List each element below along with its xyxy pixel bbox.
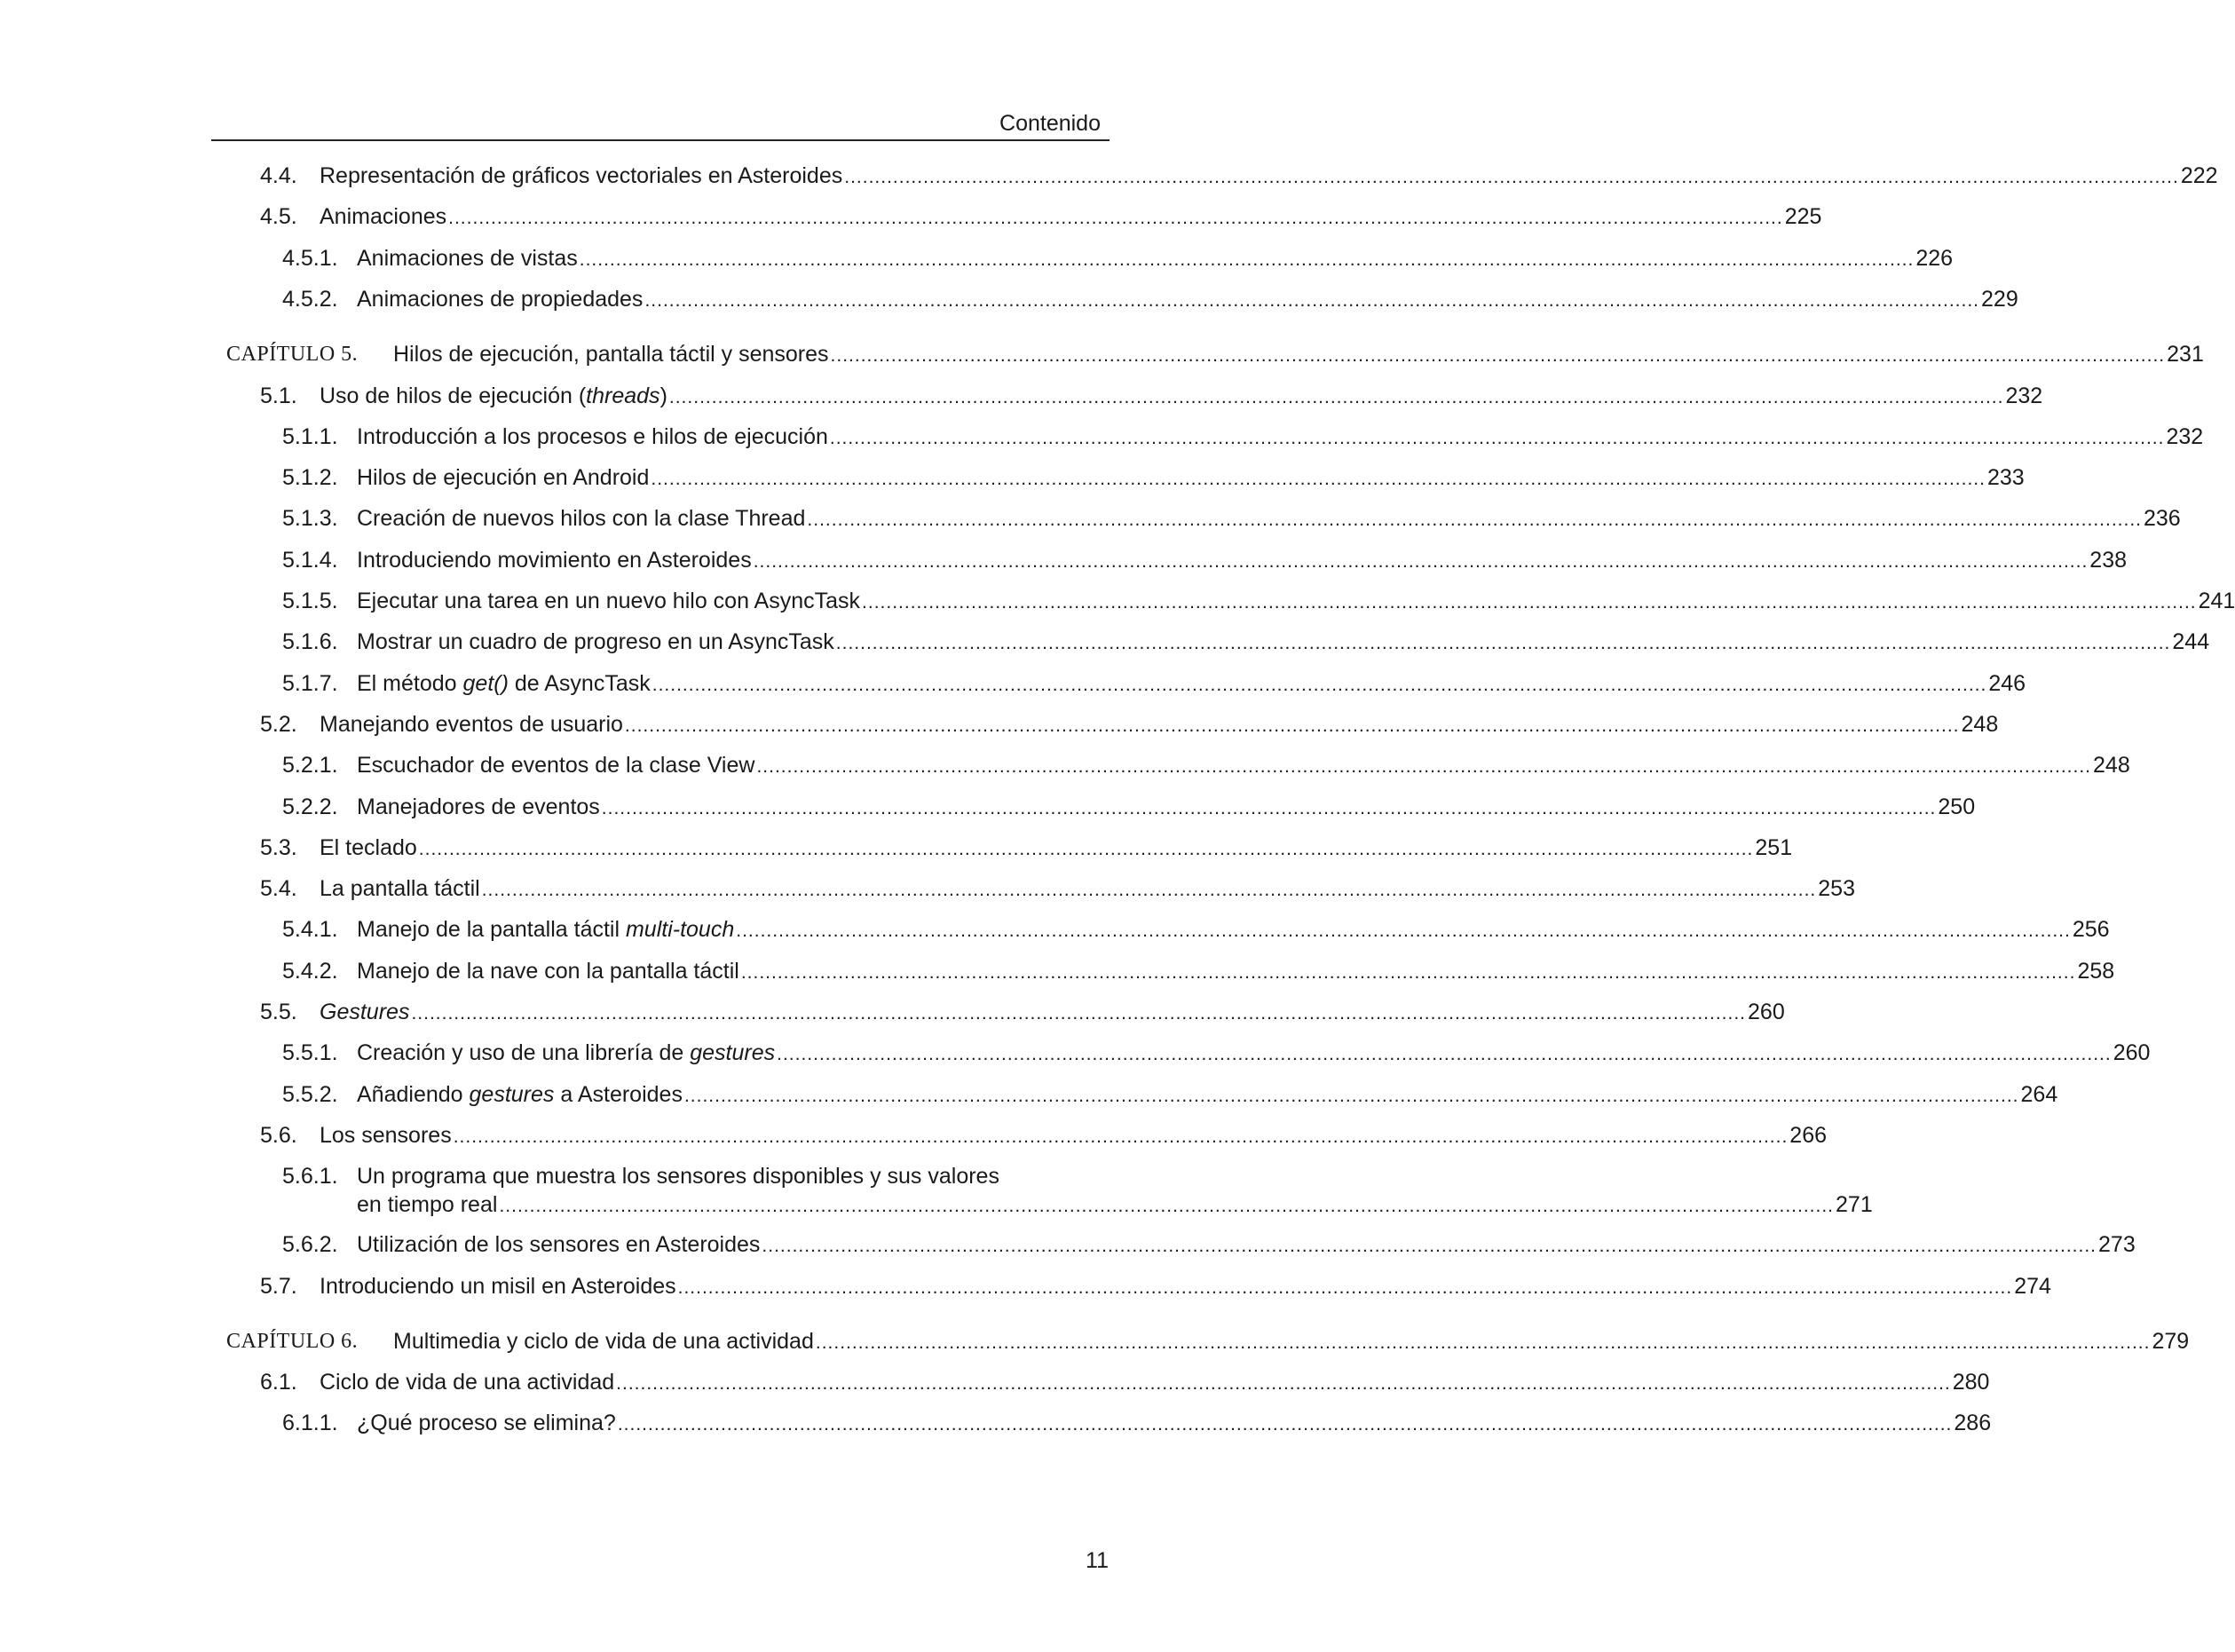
- toc-entry-page: 248: [1961, 711, 1999, 737]
- toc-entry-title-row: [320, 832, 1793, 866]
- toc-entry-leader-dots: ............................................................................................................................................................................................................................: [736, 921, 2071, 942]
- toc-entry-page: 273: [2098, 1232, 2136, 1258]
- toc-entry-title-emphasis: multi-touch: [625, 917, 735, 943]
- toc-entry-number: 4.5.: [260, 204, 297, 230]
- toc-entry-title-row: [357, 626, 2210, 660]
- toc-entry-title-row: [357, 668, 2026, 701]
- toc-entry-leader-dots: ............................................................................................................................................................................................................................: [835, 633, 2171, 654]
- toc-entry-leader-dots: ............................................................................................................................................................................................................................: [829, 427, 2165, 448]
- toc-entry-page: 238: [2089, 547, 2128, 573]
- toc-entry-title: Manejando eventos de usuario: [320, 711, 623, 737]
- toc-entry-title: Ciclo de vida de una actividad: [320, 1370, 615, 1395]
- toc-entry[interactable]: [0, 380, 2043, 412]
- toc-entry-number: 5.2.1.: [282, 753, 338, 779]
- toc-entry-title-row: [320, 1366, 1990, 1400]
- toc-entry[interactable]: [0, 1407, 1992, 1439]
- toc-entry-title: Manejadores de eventos: [357, 794, 600, 819]
- toc-entry-number: 6.1.: [260, 1370, 297, 1395]
- toc-entry-page: 280: [1952, 1370, 1990, 1395]
- toc-entry[interactable]: [0, 996, 1785, 1028]
- toc-entry-leader-dots: ............................................................................................................................................................................................................................: [762, 1236, 2097, 1257]
- toc-entry-leader-dots: ............................................................................................................................................................................................................................: [683, 1085, 2019, 1106]
- toc-entry[interactable]: [0, 1229, 2136, 1261]
- toc-entry-page: 241: [2198, 589, 2235, 613]
- toc-entry-title: Animaciones de vistas: [357, 245, 578, 271]
- toc-entry-page: 253: [1818, 876, 1855, 902]
- toc-entry-number: 5.5.: [260, 1000, 297, 1024]
- toc-entry-number: 5.1.7.: [282, 670, 338, 696]
- toc-entry-title: El teclado: [320, 834, 417, 860]
- toc-entry-title-row: [357, 544, 2128, 578]
- toc-entry-title-part: Creación y uso de una librería de: [357, 1040, 691, 1066]
- toc-entry-title-row: [320, 873, 1855, 906]
- toc-entry[interactable]: [0, 873, 1855, 905]
- toc-entry-number: 4.5.2.: [282, 286, 338, 312]
- toc-entry-leader-dots: ............................................................................................................................................................................................................................: [644, 289, 1980, 311]
- toc-entry-leader-dots: ............................................................................................................................................................................................................................: [652, 674, 1987, 695]
- toc-entry-title-emphasis: gestures: [690, 1040, 776, 1066]
- toc-entry-title-row: [357, 1189, 1873, 1222]
- toc-entry-title-line1: Un programa que muestra los sensores disponibles y sus valores: [357, 1164, 999, 1190]
- toc-entry[interactable]: [0, 1270, 2051, 1302]
- toc-entry[interactable]: [0, 1366, 1990, 1398]
- toc-entry-page: 258: [2077, 958, 2115, 984]
- toc-chapter-entry[interactable]: [0, 1325, 2190, 1357]
- toc-entry-title: [357, 913, 734, 945]
- toc-entry-page: 231: [2167, 342, 2204, 368]
- toc-entry-title-emphasis: Gestures: [320, 1000, 410, 1024]
- toc-entry-leader-dots: ............................................................................................................................................................................................................................: [756, 756, 2092, 778]
- toc-entry-leader-dots: ............................................................................................................................................................................................................................: [624, 715, 1960, 736]
- toc-entry[interactable]: [0, 791, 1976, 823]
- toc-entry-page: 229: [1981, 286, 2018, 312]
- toc-entry-title: Escuchador de eventos de la clase View: [357, 753, 755, 779]
- toc-entry-title-row: [357, 1407, 1992, 1441]
- toc-entry-title-row: [393, 338, 2204, 372]
- toc-entry-title-row: [357, 462, 2025, 495]
- toc-entry-title-row: [357, 955, 2115, 989]
- toc-entry-page: 226: [1915, 245, 1954, 271]
- toc-entry-number: 5.1.1.: [282, 423, 338, 449]
- toc-entry[interactable]: [0, 201, 1822, 233]
- toc-entry-title: Multimedia y ciclo de vida de una actividad: [393, 1328, 814, 1354]
- toc-entry-page: 225: [1784, 204, 1822, 230]
- toc-entry[interactable]: [0, 668, 2026, 700]
- toc-entry-title: [357, 668, 651, 700]
- toc-entry-title-row: [320, 201, 1822, 234]
- toc-entry[interactable]: [0, 242, 1954, 274]
- toc-entry-page: 232: [2166, 423, 2204, 449]
- toc-entry-title-emphasis: threads: [586, 383, 660, 408]
- toc-entry-page: 260: [1748, 1000, 1785, 1024]
- toc-entry-page: 271: [1836, 1192, 1873, 1218]
- toc-entry-number: CAPÍTULO 6.: [226, 1329, 359, 1353]
- toc-entry-leader-dots: ............................................................................................................................................................................................................................: [777, 1044, 2112, 1065]
- toc-entry-number: 5.2.: [260, 711, 297, 737]
- toc-entry-page: 246: [1988, 670, 2026, 696]
- toc-entry-title-row: [357, 749, 2130, 783]
- toc-entry-leader-dots: ............................................................................................................................................................................................................................: [617, 1414, 1953, 1435]
- toc-entry[interactable]: [0, 544, 2128, 576]
- toc-entry-page: 248: [2093, 753, 2130, 779]
- toc-entry-title-row: [357, 791, 1976, 825]
- toc-entry-title-row: [320, 1270, 2051, 1304]
- toc-entry-title-row: [357, 242, 1954, 276]
- toc-entry-leader-dots: ............................................................................................................................................................................................................................: [651, 469, 1986, 490]
- toc-entry-title-part: ): [659, 383, 667, 408]
- toc-entry-page: 260: [2113, 1040, 2151, 1066]
- page-number: 11: [1086, 1548, 1109, 1573]
- toc-entry[interactable]: [0, 1037, 2151, 1069]
- toc-entry-page: 232: [2005, 383, 2043, 408]
- toc-entry-title-row: [357, 421, 2204, 454]
- toc-entry[interactable]: [0, 585, 2235, 617]
- toc-entry-title: [357, 1037, 775, 1069]
- toc-entry[interactable]: [0, 1160, 1873, 1222]
- toc-entry-leader-dots: ............................................................................................................................................................................................................................: [481, 880, 1817, 901]
- toc-entry-page: 266: [1789, 1122, 1828, 1148]
- toc-entry-title-emphasis: get(): [462, 670, 509, 696]
- toc-entry-number: 5.4.: [260, 876, 297, 902]
- toc-entry-title: Ejecutar una tarea en un nuevo hilo con AsyncTask: [357, 589, 861, 613]
- toc-entry-title: Introduciendo un misil en Asteroides: [320, 1273, 676, 1299]
- toc-entry-title: Introduciendo movimiento en Asteroides: [357, 547, 752, 573]
- toc-entry-number: 5.3.: [260, 834, 297, 860]
- toc-entry-title-row: [357, 283, 2018, 317]
- toc-entry-leader-dots: ............................................................................................................................................................................................................................: [453, 1126, 1789, 1147]
- toc-entry-title: Animaciones de propiedades: [357, 286, 644, 312]
- toc-entry-leader-dots: ............................................................................................................................................................................................................................: [418, 838, 1754, 859]
- toc-entry-page: 222: [2180, 163, 2218, 188]
- toc-entry-number: 5.1.: [260, 383, 297, 408]
- toc-entry-number: 5.1.6.: [282, 629, 338, 655]
- toc-entry-number: 5.4.1.: [282, 917, 338, 943]
- toc-entry-page: 250: [1938, 794, 1976, 819]
- toc-entry[interactable]: [0, 749, 2130, 781]
- toc-entry-number: 4.5.1.: [282, 245, 338, 271]
- toc-entry-number: 5.5.1.: [282, 1040, 338, 1066]
- toc-entry-number: 5.1.4.: [282, 547, 338, 573]
- toc-entry-page: 233: [1986, 465, 2025, 491]
- toc-entry-page: 274: [2014, 1273, 2051, 1299]
- toc-entry-title: Los sensores: [320, 1122, 452, 1148]
- toc-entry-title: Utilización de los sensores en Asteroides: [357, 1232, 761, 1258]
- toc-entry-leader-dots: ............................................................................................................................................................................................................................: [815, 1332, 2151, 1353]
- toc-entry-title-row: [357, 1229, 2136, 1262]
- toc-entry[interactable]: [0, 913, 2110, 945]
- toc-entry-title: Manejo de la nave con la pantalla táctil: [357, 958, 739, 984]
- toc-entry-number: 5.1.3.: [282, 506, 338, 532]
- toc-entry[interactable]: [0, 708, 1999, 740]
- toc-entry-title-part: de AsyncTask: [508, 670, 651, 696]
- toc-entry-title: [320, 996, 409, 1028]
- toc-entry[interactable]: [0, 462, 2025, 494]
- toc-entry-title: [320, 380, 667, 412]
- toc-entry-title-row: [357, 502, 2181, 536]
- toc-entry-title-row: [357, 1079, 2058, 1112]
- toc-entry-leader-dots: ............................................................................................................................................................................................................................: [830, 345, 2166, 367]
- toc-entry-page: 264: [2020, 1081, 2058, 1107]
- toc-entry-title-part: Añadiendo: [357, 1081, 470, 1107]
- toc-entry-number: 5.4.2.: [282, 958, 338, 984]
- toc-entry-leader-dots: ............................................................................................................................................................................................................................: [579, 249, 1915, 270]
- toc-entry-leader-dots: ............................................................................................................................................................................................................................: [601, 797, 1937, 818]
- toc-entry-title-row: [320, 380, 2043, 414]
- toc-entry-title-row: [393, 1325, 2190, 1359]
- toc-entry-leader-dots: ............................................................................................................................................................................................................................: [448, 208, 1783, 229]
- toc-entry-page: 286: [1954, 1411, 1992, 1436]
- toc-entry-title-emphasis: gestures: [469, 1081, 555, 1107]
- toc-entry-leader-dots: ............................................................................................................................................................................................................................: [844, 167, 2179, 187]
- toc-entry-number: 5.7.: [260, 1273, 297, 1299]
- toc-entry[interactable]: [0, 626, 2210, 658]
- header-title: Contenido: [999, 111, 1101, 136]
- toc-entry-title: Animaciones: [320, 204, 447, 230]
- toc-entry-leader-dots: ............................................................................................................................................................................................................................: [753, 550, 2089, 572]
- toc-entry-title-row: [320, 1119, 1828, 1153]
- toc-entry-number: 5.6.: [260, 1122, 297, 1148]
- toc-entry-title-part: Manejo de la pantalla táctil: [357, 917, 626, 943]
- toc-entry-number: 5.2.2.: [282, 794, 338, 819]
- toc-entry-leader-dots: ............................................................................................................................................................................................................................: [740, 961, 2076, 983]
- toc-entry-title-part: a Asteroides: [554, 1081, 683, 1107]
- toc-entry-title: Hilos de ejecución, pantalla táctil y sensores: [393, 342, 829, 368]
- toc-entry-title-row: [357, 913, 2110, 947]
- toc-entry-page: 251: [1755, 834, 1793, 860]
- toc-entry[interactable]: [0, 1119, 1828, 1151]
- toc-entry-title: La pantalla táctil: [320, 876, 480, 902]
- toc-entry-number: 5.1.5.: [282, 589, 338, 613]
- toc-entry-leader-dots: ............................................................................................................................................................................................................................: [807, 510, 2142, 531]
- toc-entry-number: 5.5.2.: [282, 1081, 338, 1107]
- toc-entry-number: 5.1.2.: [282, 465, 338, 491]
- toc-entry-title: Introducción a los procesos e hilos de ejecución: [357, 423, 828, 449]
- toc-entry-leader-dots: ............................................................................................................................................................................................................................: [668, 386, 2004, 407]
- toc-entry-title-row: [320, 996, 1785, 1030]
- toc-entry-title-row: [320, 160, 2218, 194]
- toc-entry[interactable]: [0, 283, 2018, 315]
- toc-entry-title-row: [357, 585, 2235, 619]
- toc-entry[interactable]: [0, 832, 1793, 864]
- toc-entry-page: 279: [2152, 1328, 2190, 1354]
- toc-entry-title-part: El método: [357, 670, 463, 696]
- toc-entry-leader-dots: ............................................................................................................................................................................................................................: [862, 592, 2197, 613]
- toc-entry-title-row: [320, 708, 1999, 742]
- toc-entry-leader-dots: ............................................................................................................................................................................................................................: [677, 1277, 2013, 1298]
- toc-entry-number: 5.6.2.: [282, 1232, 338, 1258]
- toc-entry[interactable]: [0, 1079, 2058, 1111]
- toc-chapter-entry[interactable]: [0, 338, 2204, 370]
- toc-entry-page: 244: [2172, 629, 2210, 655]
- toc-entry-title: ¿Qué proceso se elimina?: [357, 1411, 616, 1436]
- toc-entry-number: 5.6.1.: [282, 1164, 338, 1190]
- toc-entry-title: [357, 1079, 683, 1111]
- toc-entry-number: 4.4.: [260, 163, 297, 188]
- header-rule: [211, 139, 1110, 141]
- toc-entry-leader-dots: ............................................................................................................................................................................................................................: [499, 1196, 1835, 1217]
- toc-entry-page: 256: [2072, 917, 2110, 943]
- toc-entry[interactable]: [0, 502, 2181, 534]
- toc-entry-title: Representación de gráficos vectoriales en Asteroides: [320, 163, 843, 188]
- toc-entry-leader-dots: ............................................................................................................................................................................................................................: [411, 1003, 1747, 1024]
- toc-entry-title-part: Uso de hilos de ejecución (: [320, 383, 587, 408]
- toc-entry[interactable]: [0, 955, 2115, 987]
- toc-entry-title: Creación de nuevos hilos con la clase Thread: [357, 506, 806, 532]
- toc-entry-number: 6.1.1.: [282, 1411, 338, 1436]
- toc-entry-title: Mostrar un cuadro de progreso en un AsyncTask: [357, 629, 834, 655]
- toc-entry[interactable]: [0, 421, 2204, 453]
- toc-entry-title: en tiempo real: [357, 1192, 498, 1218]
- toc-entry-number: CAPÍTULO 5.: [226, 343, 359, 367]
- toc-entry[interactable]: [0, 160, 2218, 192]
- toc-entry-leader-dots: ............................................................................................................................................................................................................................: [616, 1373, 1951, 1395]
- toc-entry-title: Hilos de ejecución en Android: [357, 465, 650, 491]
- toc-entry-title-row: [357, 1037, 2151, 1071]
- toc-entry-page: 236: [2144, 506, 2181, 532]
